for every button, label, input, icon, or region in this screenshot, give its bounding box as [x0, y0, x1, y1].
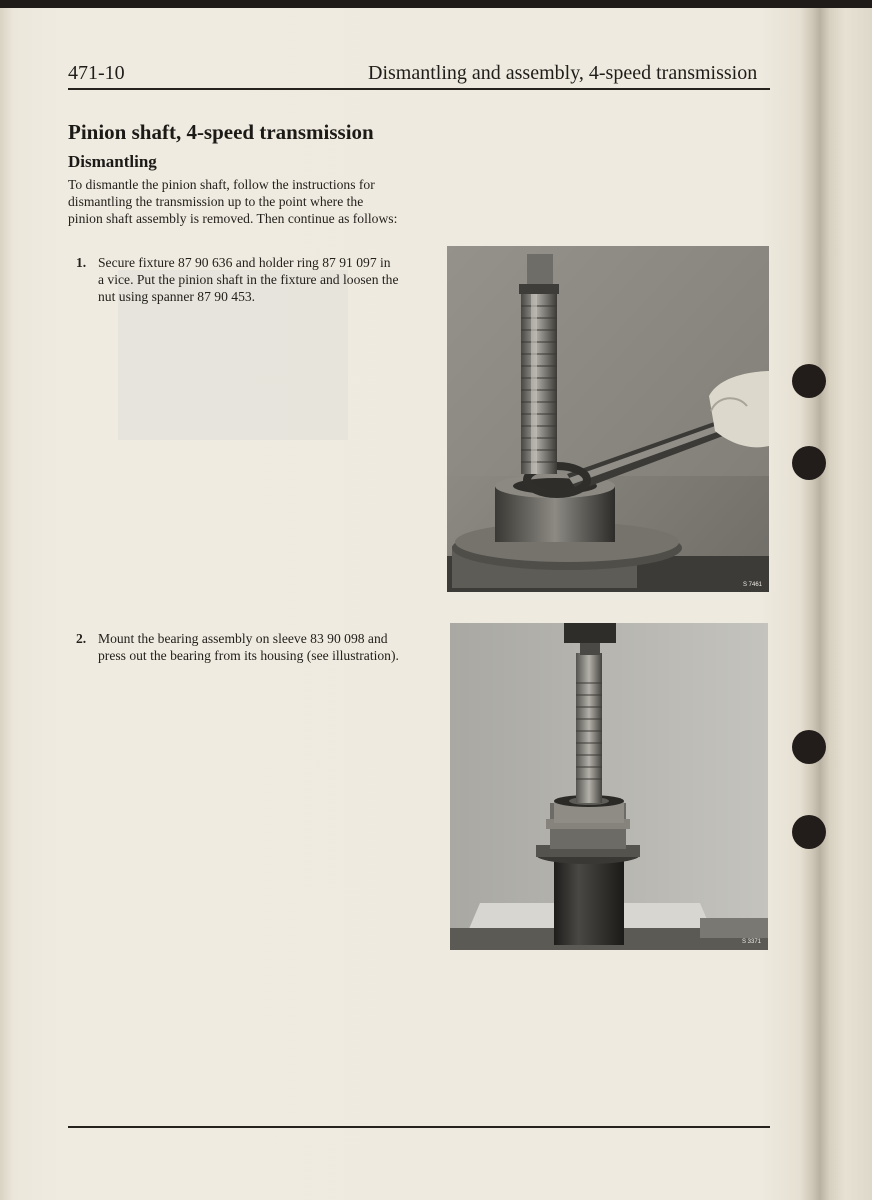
binder-hole — [792, 730, 826, 764]
step-1 — [68, 254, 400, 305]
photo-spanner-nut — [447, 246, 769, 592]
intro-paragraph: To dismantle the pinion shaft, follow the instructions for dismantling the transmission up to the point where the pinion shaft assembly is removed. Then continue as follows: — [68, 177, 398, 226]
header-rule — [68, 88, 770, 90]
step-text: Secure fixture 87 90 636 and holder ring 87 91 097 in a vice. Put the pinion shaft in the fixture and loosen the nut using spanner 87 90 453. — [98, 255, 399, 304]
photo-press-bearing — [450, 623, 768, 950]
section-subtitle: Dismantling — [68, 152, 157, 171]
page-number: 471-10 — [68, 62, 125, 84]
step-number: 1. — [76, 255, 87, 270]
page-title: Pinion shaft, 4-speed transmission — [68, 120, 374, 144]
step-text: Mount the bearing assembly on sleeve 83 90 098 and press out the bearing from its housing (see illustration). — [98, 631, 399, 663]
step-number: 2. — [76, 631, 87, 646]
binder-hole — [792, 446, 826, 480]
scan-edge — [0, 0, 872, 8]
binder-hole — [792, 364, 826, 398]
section-title: Dismantling and assembly, 4-speed transmission — [368, 62, 758, 84]
footer-rule — [68, 1126, 770, 1128]
photo-caption: S 3371 — [742, 939, 762, 945]
step-2 — [68, 630, 400, 664]
photo-caption: S 7461 — [743, 582, 763, 588]
binder-hole — [792, 815, 826, 849]
